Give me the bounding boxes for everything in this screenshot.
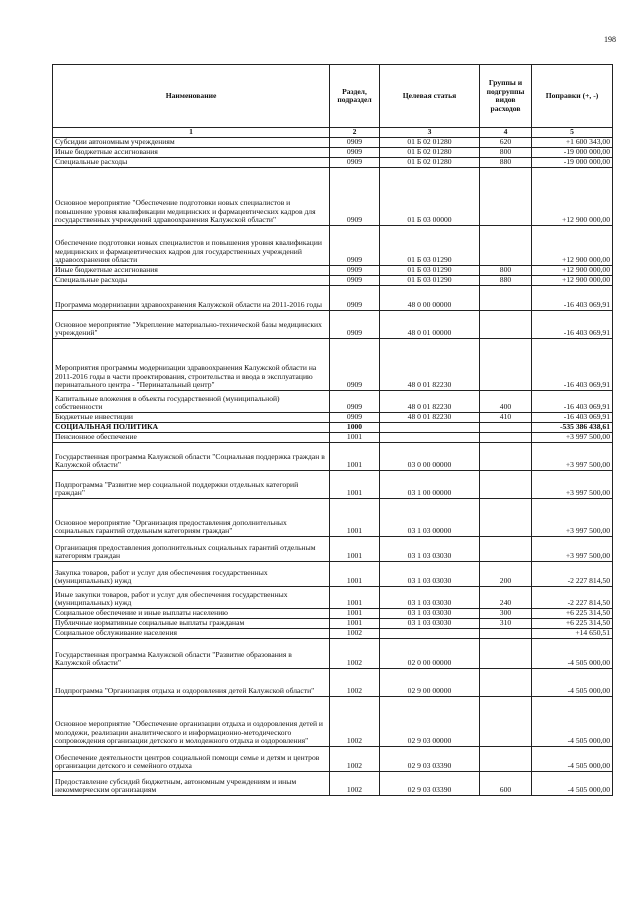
row-section: 1001 [330, 586, 380, 608]
row-section: 0909 [330, 137, 380, 147]
row-target-article: 02 9 00 00000 [380, 668, 480, 696]
row-amendment: +3 997 500,00 [532, 536, 613, 561]
row-section: 1001 [330, 608, 380, 618]
row-name: Основное мероприятие "Обеспечение подготовки новых специалистов и повышение уровня квалификации медицинских и фармацевтических кадров для государственных учреждений здравоохранения Калужской области" [53, 167, 330, 225]
table-row [53, 147, 613, 157]
row-expense-group: 310 [480, 618, 532, 628]
row-amendment: +1 600 343,00 [532, 137, 613, 147]
row-amendment: -16 403 069,91 [532, 390, 613, 412]
row-section: 0909 [330, 412, 380, 422]
row-section: 1002 [330, 746, 380, 771]
row-amendment: -535 386 438,61 [532, 422, 613, 432]
row-expense-group: 880 [480, 157, 532, 167]
header-expense-group: Группы и подгруппы видов расходов [480, 65, 532, 128]
row-section: 0909 [330, 338, 380, 390]
column-number: 3 [380, 128, 480, 138]
row-name: Иные закупки товаров, работ и услуг для обеспечения государственных (муниципальных) нужд [53, 586, 330, 608]
row-name: Специальные расходы [53, 157, 330, 167]
row-name: Иные бюджетные ассигнования [53, 265, 330, 275]
row-amendment: -16 403 069,91 [532, 338, 613, 390]
table-row [53, 771, 613, 795]
table-row [53, 390, 613, 412]
row-amendment: +3 997 500,00 [532, 498, 613, 536]
row-expense-group [480, 746, 532, 771]
row-amendment: +12 900 000,00 [532, 167, 613, 225]
row-section: 1001 [330, 498, 380, 536]
row-target-article: 02 0 00 00000 [380, 638, 480, 668]
table-row [53, 668, 613, 696]
column-number: 4 [480, 128, 532, 138]
row-amendment: -16 403 069,91 [532, 412, 613, 422]
table-row [53, 338, 613, 390]
row-expense-group [480, 668, 532, 696]
column-number-row [53, 128, 613, 138]
table-row [53, 310, 613, 338]
row-target-article: 02 9 03 03390 [380, 771, 480, 795]
row-target-article: 48 0 00 00000 [380, 285, 480, 310]
row-target-article: 03 1 03 03030 [380, 608, 480, 618]
row-target-article: 01 Б 02 01280 [380, 157, 480, 167]
row-section: 1002 [330, 696, 380, 746]
row-amendment: +3 997 500,00 [532, 432, 613, 442]
row-name: Публичные нормативные социальные выплаты гражданам [53, 618, 330, 628]
header-amendment: Поправки (+, -) [532, 65, 613, 128]
column-number: 5 [532, 128, 613, 138]
table-row [53, 628, 613, 638]
row-section: 1001 [330, 618, 380, 628]
row-section: 0909 [330, 147, 380, 157]
table-row [53, 275, 613, 285]
row-target-article: 02 9 03 00000 [380, 696, 480, 746]
row-expense-group [480, 225, 532, 265]
row-name: Основное мероприятие "Обеспечение организации отдыха и оздоровления детей и молодежи, реализации аналитического и информационно-методического сопровождения организации детского и молодежного отдыха и оздоровления" [53, 696, 330, 746]
row-target-article: 01 Б 03 01290 [380, 275, 480, 285]
row-name: СОЦИАЛЬНАЯ ПОЛИТИКА [53, 422, 330, 432]
row-name: Капитальные вложения в объекты государственной (муниципальной) собственности [53, 390, 330, 412]
row-target-article: 03 1 03 03030 [380, 536, 480, 561]
row-expense-group [480, 422, 532, 432]
row-expense-group [480, 498, 532, 536]
row-section: 0909 [330, 285, 380, 310]
row-section: 0909 [330, 167, 380, 225]
row-amendment: +3 997 500,00 [532, 442, 613, 470]
row-amendment: -4 505 000,00 [532, 638, 613, 668]
table-row [53, 561, 613, 586]
table-row [53, 285, 613, 310]
row-expense-group [480, 167, 532, 225]
row-target-article: 01 Б 03 00000 [380, 167, 480, 225]
table-header-row [53, 65, 613, 128]
table-row [53, 412, 613, 422]
row-name: Специальные расходы [53, 275, 330, 285]
row-name: Закупка товаров, работ и услуг для обеспечения государственных (муниципальных) нужд [53, 561, 330, 586]
row-target-article: 01 Б 02 01280 [380, 147, 480, 157]
row-target-article: 03 1 03 00000 [380, 498, 480, 536]
row-expense-group [480, 442, 532, 470]
row-amendment: +12 900 000,00 [532, 275, 613, 285]
row-expense-group: 800 [480, 147, 532, 157]
row-expense-group: 410 [480, 412, 532, 422]
row-target-article: 48 0 01 00000 [380, 310, 480, 338]
row-expense-group [480, 310, 532, 338]
header-name: Наименование [53, 65, 330, 128]
row-target-article: 01 Б 02 01280 [380, 137, 480, 147]
row-name: Пенсионное обеспечение [53, 432, 330, 442]
row-expense-group: 300 [480, 608, 532, 618]
row-expense-group [480, 638, 532, 668]
row-target-article: 01 Б 03 01290 [380, 265, 480, 275]
table-body [53, 137, 613, 795]
row-target-article: 48 0 01 82230 [380, 412, 480, 422]
row-section: 0909 [330, 390, 380, 412]
table-row [53, 536, 613, 561]
row-expense-group: 880 [480, 275, 532, 285]
row-expense-group [480, 628, 532, 638]
row-expense-group: 800 [480, 265, 532, 275]
row-target-article: 48 0 01 82230 [380, 338, 480, 390]
row-section: 1001 [330, 536, 380, 561]
row-name: Основное мероприятие "Организация предоставления дополнительных социальных гарантий отдельным категориям граждан" [53, 498, 330, 536]
row-section: 0909 [330, 310, 380, 338]
table-row [53, 137, 613, 147]
table-row [53, 167, 613, 225]
table-row [53, 265, 613, 275]
table-row [53, 442, 613, 470]
row-name: Предоставление субсидий бюджетным, автономным учреждениям и иным некоммерческим организациям [53, 771, 330, 795]
row-expense-group: 200 [480, 561, 532, 586]
row-expense-group [480, 432, 532, 442]
row-amendment: +12 900 000,00 [532, 225, 613, 265]
row-target-article: 03 1 03 03030 [380, 618, 480, 628]
page-number: 198 [604, 35, 616, 44]
column-number: 2 [330, 128, 380, 138]
row-section: 1002 [330, 628, 380, 638]
row-section: 0909 [330, 265, 380, 275]
row-name: Основное мероприятие "Укрепление материально-технической базы медицинских учреждений" [53, 310, 330, 338]
row-target-article [380, 628, 480, 638]
row-target-article: 48 0 01 82230 [380, 390, 480, 412]
row-section: 1002 [330, 771, 380, 795]
row-section: 1001 [330, 470, 380, 498]
row-expense-group: 400 [480, 390, 532, 412]
row-name: Обеспечение деятельности центров социальной помощи семье и детям и центров организации детского и семейного отдыха [53, 746, 330, 771]
row-amendment: -4 505 000,00 [532, 771, 613, 795]
row-expense-group [480, 285, 532, 310]
table-row [53, 746, 613, 771]
row-name: Социальное обслуживание населения [53, 628, 330, 638]
row-target-article: 03 1 00 00000 [380, 470, 480, 498]
header-section: Раздел, подраздел [330, 65, 380, 128]
row-expense-group: 600 [480, 771, 532, 795]
row-amendment: +12 900 000,00 [532, 265, 613, 275]
row-target-article: 02 9 03 03390 [380, 746, 480, 771]
row-section: 1001 [330, 442, 380, 470]
row-amendment: -2 227 814,50 [532, 586, 613, 608]
row-expense-group [480, 536, 532, 561]
column-number: 1 [53, 128, 330, 138]
table-row [53, 586, 613, 608]
row-section: 0909 [330, 157, 380, 167]
row-amendment: -4 505 000,00 [532, 746, 613, 771]
row-name: Государственная программа Калужской области "Развитие образования в Калужской области" [53, 638, 330, 668]
row-amendment: -16 403 069,91 [532, 285, 613, 310]
row-expense-group [480, 338, 532, 390]
row-section: 0909 [330, 275, 380, 285]
budget-amendments-table [52, 64, 613, 796]
row-amendment: -2 227 814,50 [532, 561, 613, 586]
row-amendment: +14 650,51 [532, 628, 613, 638]
row-section: 0909 [330, 225, 380, 265]
row-target-article: 01 Б 03 01290 [380, 225, 480, 265]
row-amendment: -16 403 069,91 [532, 310, 613, 338]
row-section: 1000 [330, 422, 380, 432]
table-row [53, 225, 613, 265]
row-name: Государственная программа Калужской области "Социальная поддержка граждан в Калужской области" [53, 442, 330, 470]
row-name: Организация предоставления дополнительных социальных гарантий отдельным категориям граждан [53, 536, 330, 561]
row-name: Социальное обеспечение и иные выплаты населению [53, 608, 330, 618]
row-expense-group: 620 [480, 137, 532, 147]
row-amendment: -4 505 000,00 [532, 668, 613, 696]
row-expense-group [480, 696, 532, 746]
row-target-article: 03 0 00 00000 [380, 442, 480, 470]
row-target-article: 03 1 03 03030 [380, 561, 480, 586]
row-expense-group [480, 470, 532, 498]
row-name: Подпрограмма "Развитие мер социальной поддержки отдельных категорий граждан" [53, 470, 330, 498]
table-row [53, 470, 613, 498]
row-name: Иные бюджетные ассигнования [53, 147, 330, 157]
row-target-article [380, 432, 480, 442]
row-name: Обеспечение подготовки новых специалистов и повышения уровня квалификации медицинских и фармацевтических кадров для государственных учреждений здравоохранения области [53, 225, 330, 265]
row-section: 1001 [330, 561, 380, 586]
row-amendment: -19 000 000,00 [532, 157, 613, 167]
row-amendment: -4 505 000,00 [532, 696, 613, 746]
row-expense-group: 240 [480, 586, 532, 608]
row-amendment: +6 225 314,50 [532, 618, 613, 628]
table-row [53, 696, 613, 746]
table-row [53, 498, 613, 536]
row-target-article [380, 422, 480, 432]
table-row [53, 618, 613, 628]
table-row [53, 422, 613, 432]
row-name: Бюджетные инвестиции [53, 412, 330, 422]
header-target-article: Целевая статья [380, 65, 480, 128]
row-section: 1002 [330, 668, 380, 696]
table-row [53, 608, 613, 618]
row-target-article: 03 1 03 03030 [380, 586, 480, 608]
row-section: 1002 [330, 638, 380, 668]
row-name: Мероприятия программы модернизации здравоохранения Калужской области на 2011-2016 годы в части проектирования, строительства и ввода в эксплуатацию перинатального центра - "Перинатальный центр" [53, 338, 330, 390]
table-row [53, 638, 613, 668]
row-name: Субсидии автономным учреждениям [53, 137, 330, 147]
row-name: Программа модернизации здравоохранения Калужской области на 2011-2016 годы [53, 285, 330, 310]
table-row [53, 157, 613, 167]
row-amendment: +3 997 500,00 [532, 470, 613, 498]
row-amendment: +6 225 314,50 [532, 608, 613, 618]
row-name: Подпрограмма "Организация отдыха и оздоровления детей Калужской области" [53, 668, 330, 696]
row-amendment: -19 000 000,00 [532, 147, 613, 157]
table-row [53, 432, 613, 442]
row-section: 1001 [330, 432, 380, 442]
